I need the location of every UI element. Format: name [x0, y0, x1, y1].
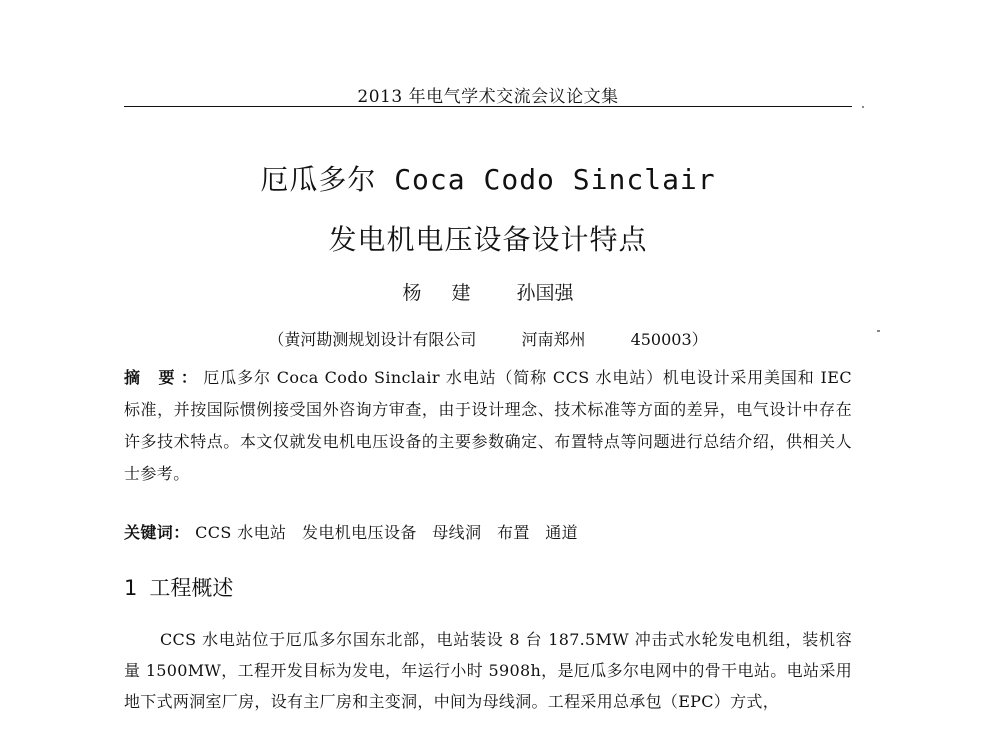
abstract	[124, 362, 852, 490]
paper-title-line-2: 发电机电压设备设计特点	[328, 223, 648, 256]
affiliation	[124, 327, 852, 350]
keywords	[124, 520, 852, 543]
keyword: 布置	[496, 523, 530, 542]
author-2: 孙国强	[516, 282, 574, 304]
running-header: 2013 年电气学术交流会议论文集	[357, 87, 619, 107]
keyword: 通道	[545, 523, 579, 542]
affiliation-organization: （黄河勘测规划设计有限公司	[268, 330, 477, 349]
scan-speck	[862, 106, 864, 108]
keywords-label: 关键词：	[124, 523, 190, 542]
author-1: 杨 建	[402, 282, 483, 304]
section-number: 1	[124, 576, 138, 600]
abstract-label: 摘 要：	[124, 368, 204, 387]
keyword: CCS 水电站	[195, 523, 287, 542]
keyword: 发电机电压设备	[301, 523, 417, 542]
section-title: 工程概述	[149, 576, 234, 600]
scan-speck	[877, 330, 880, 332]
affiliation-location: 河南郑州	[521, 330, 586, 349]
affiliation-postcode: 450003）	[630, 330, 708, 349]
section-heading	[124, 572, 233, 602]
paper-title-line-1: 厄瓜多尔 Coca Codo Sinclair	[260, 163, 716, 196]
header-rule	[124, 106, 852, 107]
body-paragraph: CCS 水电站位于厄瓜多尔国东北部，电站装设 8 台 187.5MW 冲击式水轮发电机组，装机容量 1500MW，工程开发目标为发电，年运行小时 5908h，是厄瓜多尔电网中的骨干电站。电站采用地下式两洞室厂房，设有主厂房和主变洞，中间为母线洞。工程采用总承包（EPC）方式，	[124, 630, 852, 711]
authors	[124, 278, 852, 305]
abstract-text: 厄瓜多尔 Coca Codo Sinclair 水电站（简称 CCS 水电站）机电设计采用美国和 IEC 标准，并按国际惯例接受国外咨询方审查，由于设计理念、技术标准等方面的差异，电气设计中存在许多技术特点。本文仅就发电机电压设备的主要参数确定、布置特点等问题进行总结介绍，供相关人士参考。	[124, 368, 852, 483]
keyword: 母线洞	[432, 523, 482, 542]
